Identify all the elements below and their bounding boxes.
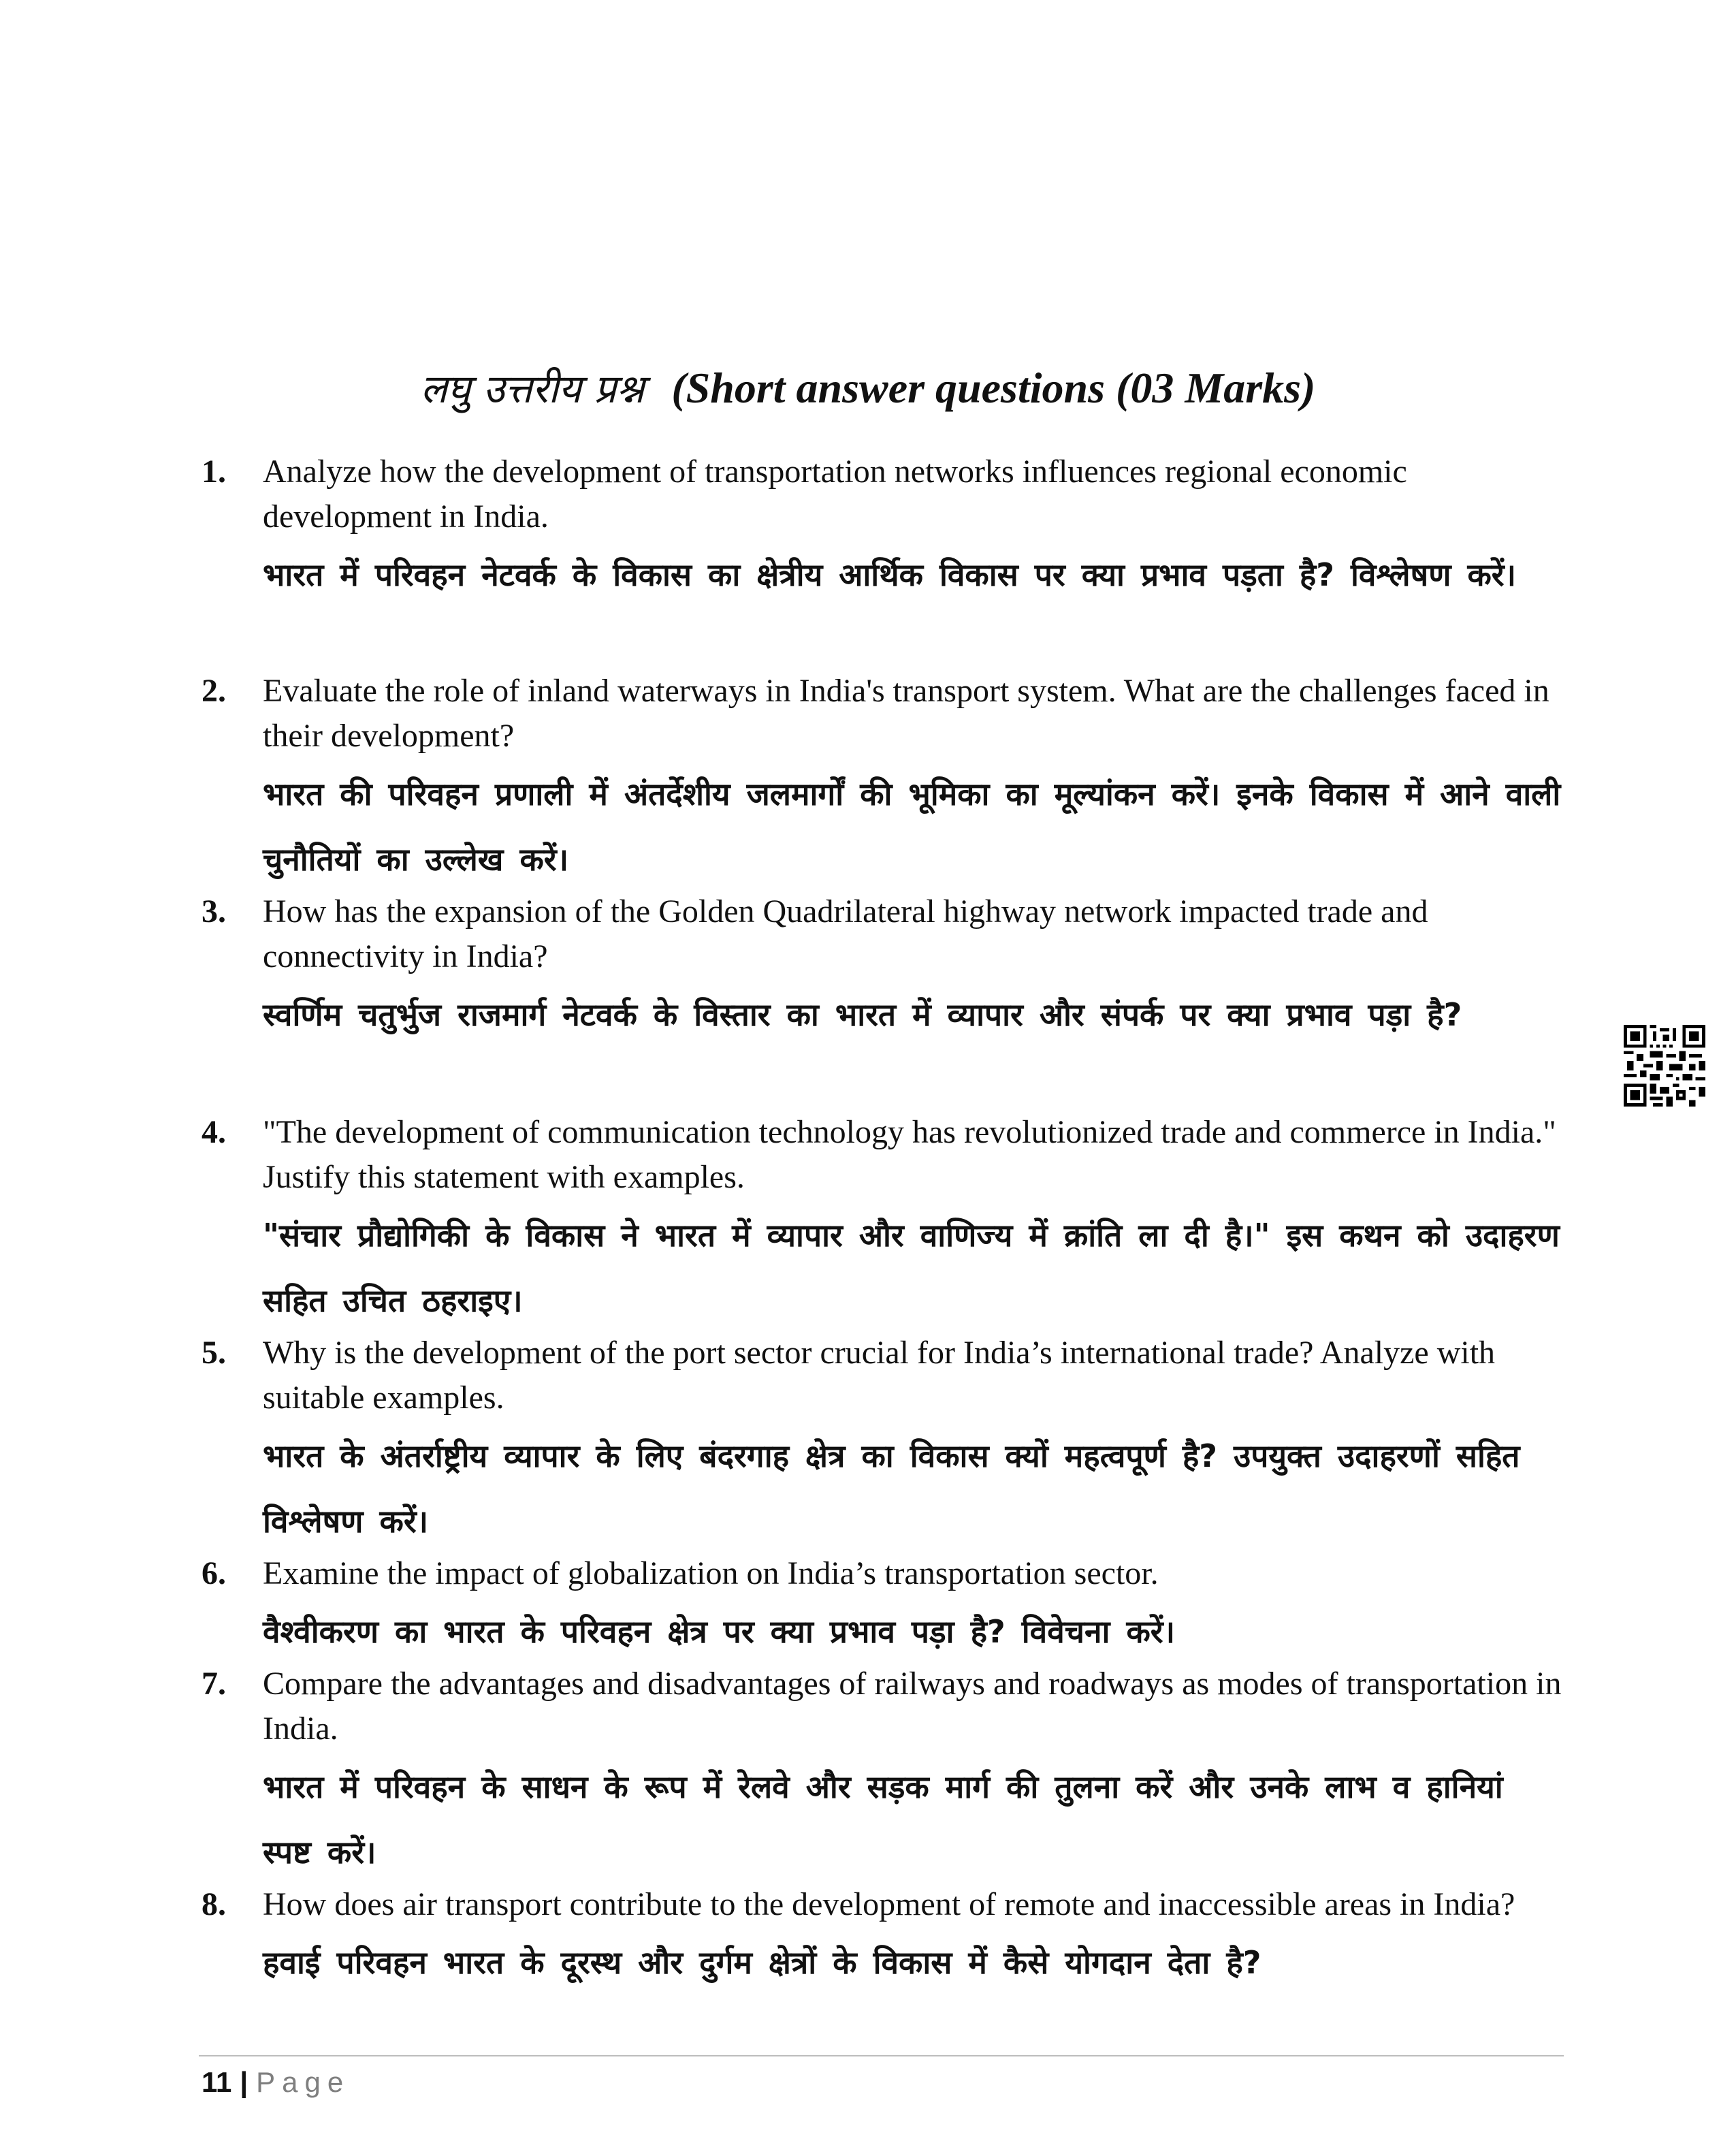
question-english: Compare the advantages and disadvantages of railways and roadways as modes of transportation in India.	[263, 1666, 1562, 1747]
question-english: Examine the impact of globalization on India’s transportation sector.	[263, 1555, 1159, 1591]
question-english: "The development of communication technology has revolutionized trade and commerce in India." Justify this statement with examples.	[263, 1114, 1556, 1195]
page-number: 11	[202, 2066, 232, 2098]
question-number: 2.	[202, 673, 226, 709]
page-label: Page	[256, 2066, 351, 2098]
question-hindi: भारत में परिवहन के साधन के रूप में रेलवे और सड़क मार्ग की तुलना करें और उनके लाभ व हानियां स्पष्ट करें।	[263, 1768, 1503, 1871]
question-number: 8.	[202, 1886, 226, 1922]
question-hindi: "संचार प्रौद्योगिकी के विकास ने भारत में व्यापार और वाणिज्य में क्रांति ला दी है।" इस कथन को उदाहरण सहित उचित ठहराइए।	[263, 1217, 1560, 1319]
question-english: Evaluate the role of inland waterways in India's transport system. What are the challenges faced in their development?	[263, 673, 1549, 754]
qr-code[interactable]	[1624, 1025, 1705, 1107]
question-number: 3.	[202, 893, 226, 930]
question-hindi: हवाई परिवहन भारत के दूरस्थ और दुर्गम क्षेत्रों के विकास में कैसे योगदान देता है?	[263, 1944, 1261, 1981]
question-hindi: भारत में परिवहन नेटवर्क के विकास का क्षेत्रीय आर्थिक विकास पर क्या प्रभाव पड़ता है? विश्लेषण करें।	[263, 556, 1517, 593]
question-english: Analyze how the development of transportation networks influences regional economic development in India.	[263, 454, 1407, 535]
question-number: 1.	[202, 454, 226, 490]
page-separator: |	[240, 2066, 248, 2098]
question-number: 7.	[202, 1666, 226, 1702]
question-item	[202, 1110, 1563, 1331]
question-item	[202, 669, 1563, 889]
page-title-english: (Short answer questions (03 Marks)	[671, 364, 1316, 412]
page-title-hindi: लघु उत्तरीय प्रश्न	[420, 366, 645, 412]
question-number: 6.	[202, 1555, 226, 1591]
question-number: 4.	[202, 1114, 226, 1150]
question-hindi: भारत की परिवहन प्रणाली में अंतर्देशीय जलमार्गों की भूमिका का मूल्यांकन करें। इनके विकास में आने वाली चुनौतियों का उल्लेख करें।	[263, 776, 1561, 878]
footer-divider	[199, 2055, 1564, 2056]
question-english: How has the expansion of the Golden Quadrilateral highway network impacted trade and connectivity in India?	[263, 893, 1428, 974]
question-item	[202, 1331, 1563, 1551]
question-english: Why is the development of the port sector crucial for India’s international trade? Analyze with suitable examples.	[263, 1335, 1496, 1416]
question-list	[202, 449, 1563, 1998]
question-item	[202, 889, 1563, 1110]
question-item	[202, 1551, 1563, 1662]
question-item	[202, 449, 1563, 669]
page-title	[0, 354, 1736, 423]
question-number: 5.	[202, 1335, 226, 1371]
question-item	[202, 1882, 1563, 1998]
question-hindi: भारत के अंतर्राष्ट्रीय व्यापार के लिए बंदरगाह क्षेत्र का विकास क्यों महत्वपूर्ण है? उपयुक्त उदाहरणों सहित विश्लेषण करें।	[263, 1437, 1520, 1540]
question-hindi: वैश्वीकरण का भारत के परिवहन क्षेत्र पर क्या प्रभाव पड़ा है? विवेचना करें।	[263, 1613, 1176, 1650]
question-english: How does air transport contribute to the development of remote and inaccessible areas in India?	[263, 1886, 1515, 1922]
question-hindi: स्वर्णिम चतुर्भुज राजमार्ग नेटवर्क के विस्तार का भारत में व्यापार और संपर्क पर क्या प्रभाव पड़ा है?	[263, 996, 1462, 1033]
page-footer	[202, 2063, 350, 2101]
question-item	[202, 1662, 1563, 1882]
